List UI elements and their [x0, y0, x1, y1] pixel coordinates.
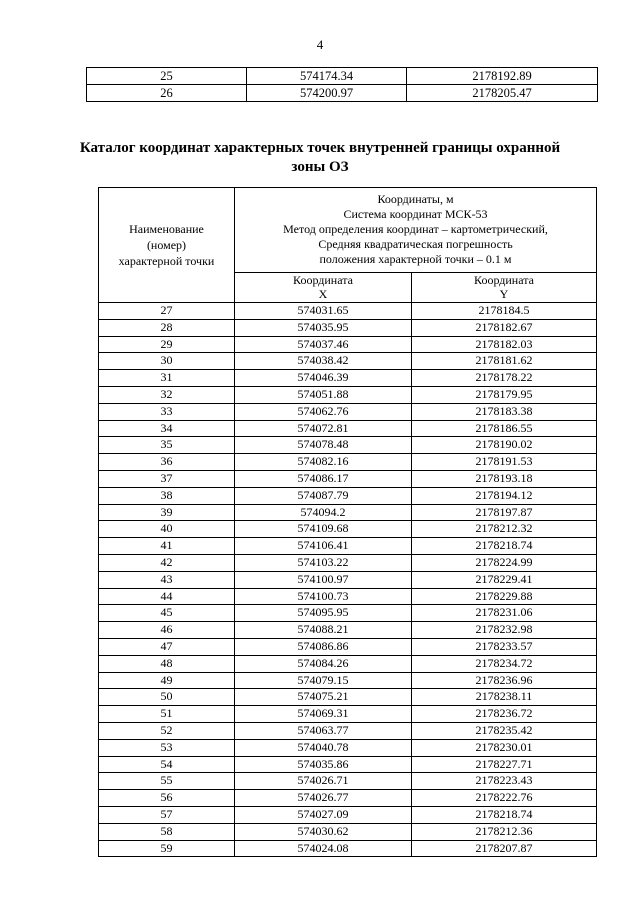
point-number-cell: 34	[99, 420, 235, 437]
coordinate-y-cell: 2178231.06	[412, 605, 597, 622]
table-row	[99, 554, 597, 571]
point-number-cell: 45	[99, 605, 235, 622]
table-row	[99, 706, 597, 723]
header-coordinates-line: Средняя квадратическая погрешность	[318, 237, 513, 252]
catalog-title-line-1: Каталог координат характерных точек внутренней границы охранной	[79, 140, 561, 156]
table-row	[99, 689, 597, 706]
header-coordinate-y-line: Координата	[474, 273, 534, 288]
point-number-cell: 52	[99, 722, 235, 739]
coordinate-y-cell: 2178234.72	[412, 655, 597, 672]
coordinate-x-cell: 574103.22	[235, 554, 412, 571]
table-row	[99, 303, 597, 320]
table-row	[99, 840, 597, 857]
table-row	[99, 638, 597, 655]
point-number-cell: 35	[99, 437, 235, 454]
point-number-cell: 57	[99, 806, 235, 823]
point-number-cell: 58	[99, 823, 235, 840]
table-row	[99, 655, 597, 672]
point-number-cell: 33	[99, 403, 235, 420]
point-number-cell: 36	[99, 454, 235, 471]
coordinate-y-cell: 2178223.43	[412, 773, 597, 790]
point-number-cell: 26	[87, 85, 247, 102]
coordinate-x-cell: 574063.77	[235, 722, 412, 739]
header-coordinates-line: Система координат МСК-53	[343, 207, 488, 222]
coordinate-y-cell: 2178229.41	[412, 571, 597, 588]
table-row	[99, 454, 597, 471]
coordinate-x-cell: 574095.95	[235, 605, 412, 622]
table-row	[99, 672, 597, 689]
coordinate-x-cell: 574088.21	[235, 622, 412, 639]
coordinate-y-cell: 2178186.55	[412, 420, 597, 437]
point-number-cell: 32	[99, 386, 235, 403]
header-coordinate-x-line: Координата	[293, 273, 353, 288]
table-row	[99, 538, 597, 555]
point-number-cell: 25	[87, 68, 247, 85]
header-point-name-line: Наименование	[129, 222, 204, 236]
table-row	[87, 85, 598, 102]
coordinate-x-cell: 574078.48	[235, 437, 412, 454]
table-row	[99, 739, 597, 756]
header-point-name	[99, 188, 235, 303]
coordinate-x-cell: 574086.86	[235, 638, 412, 655]
header-coordinate-x-line: X	[318, 286, 328, 301]
coordinate-y-cell: 2178236.96	[412, 672, 597, 689]
coordinate-x-cell: 574072.81	[235, 420, 412, 437]
table-row	[99, 588, 597, 605]
coordinate-x-cell: 574027.09	[235, 806, 412, 823]
coordinate-y-cell: 2178205.47	[407, 85, 598, 102]
coordinate-y-cell: 2178233.57	[412, 638, 597, 655]
table-row	[99, 370, 597, 387]
point-number-cell: 44	[99, 588, 235, 605]
coordinate-x-cell: 574038.42	[235, 353, 412, 370]
point-number-cell: 29	[99, 336, 235, 353]
header-coordinates	[235, 188, 597, 273]
coordinate-x-cell: 574035.86	[235, 756, 412, 773]
coordinate-x-cell: 574024.08	[235, 840, 412, 857]
coordinate-x-cell: 574086.17	[235, 470, 412, 487]
header-coordinates-line: Координаты, м	[377, 192, 454, 207]
point-number-cell: 40	[99, 521, 235, 538]
point-number-cell: 55	[99, 773, 235, 790]
coordinate-y-cell: 2178218.74	[412, 806, 597, 823]
header-coordinate-y	[412, 273, 597, 303]
coordinate-x-cell: 574046.39	[235, 370, 412, 387]
coordinate-y-cell: 2178212.32	[412, 521, 597, 538]
catalog-title-line-2: зоны ОЗ	[291, 159, 349, 175]
point-number-cell: 56	[99, 790, 235, 807]
header-coordinate-x	[235, 273, 412, 303]
header-point-name-line: (номер)	[146, 238, 187, 252]
coordinate-x-cell: 574079.15	[235, 672, 412, 689]
table-row	[99, 773, 597, 790]
coordinate-y-cell: 2178212.36	[412, 823, 597, 840]
coordinate-x-cell: 574075.21	[235, 689, 412, 706]
catalog-title	[60, 139, 580, 177]
coordinate-y-cell: 2178182.67	[412, 319, 597, 336]
table-row	[99, 622, 597, 639]
coordinate-y-cell: 2178179.95	[412, 386, 597, 403]
point-number-cell: 37	[99, 470, 235, 487]
table-row	[99, 353, 597, 370]
point-number-cell: 41	[99, 538, 235, 555]
coordinate-y-cell: 2178194.12	[412, 487, 597, 504]
coordinate-y-cell: 2178190.02	[412, 437, 597, 454]
coordinate-y-cell: 2178183.38	[412, 403, 597, 420]
table-row	[99, 806, 597, 823]
coordinate-x-cell: 574106.41	[235, 538, 412, 555]
point-number-cell: 28	[99, 319, 235, 336]
point-number-cell: 50	[99, 689, 235, 706]
point-number-cell: 49	[99, 672, 235, 689]
coordinate-x-cell: 574026.71	[235, 773, 412, 790]
coordinate-x-cell: 574100.73	[235, 588, 412, 605]
table-row	[99, 504, 597, 521]
table-row	[87, 68, 598, 85]
coordinate-x-cell: 574082.16	[235, 454, 412, 471]
header-coordinates-line: Метод определения координат – картометрический,	[283, 222, 548, 237]
coordinate-y-cell: 2178230.01	[412, 739, 597, 756]
point-number-cell: 30	[99, 353, 235, 370]
header-coordinates-line: положения характерной точки – 0.1 м	[319, 252, 512, 267]
coordinate-y-cell: 2178207.87	[412, 840, 597, 857]
table-row	[99, 823, 597, 840]
coordinates-catalog-table	[98, 187, 597, 857]
table-row	[99, 722, 597, 739]
coordinate-y-cell: 2178182.03	[412, 336, 597, 353]
coordinate-y-cell: 2178184.5	[412, 303, 597, 320]
coordinate-x-cell: 574200.97	[247, 85, 407, 102]
coordinate-y-cell: 2178197.87	[412, 504, 597, 521]
table-row	[99, 319, 597, 336]
coordinate-y-cell: 2178181.62	[412, 353, 597, 370]
coordinate-x-cell: 574037.46	[235, 336, 412, 353]
point-number-cell: 53	[99, 739, 235, 756]
table-row	[99, 571, 597, 588]
table-row	[99, 521, 597, 538]
coordinate-y-cell: 2178218.74	[412, 538, 597, 555]
coordinate-x-cell: 574035.95	[235, 319, 412, 336]
coordinate-y-cell: 2178224.99	[412, 554, 597, 571]
coordinate-x-cell: 574051.88	[235, 386, 412, 403]
point-number-cell: 47	[99, 638, 235, 655]
coordinate-y-cell: 2178192.89	[407, 68, 598, 85]
coordinate-x-cell: 574094.2	[235, 504, 412, 521]
point-number-cell: 54	[99, 756, 235, 773]
coordinate-x-cell: 574087.79	[235, 487, 412, 504]
coordinate-y-cell: 2178193.18	[412, 470, 597, 487]
table-row	[99, 756, 597, 773]
coordinate-x-cell: 574109.68	[235, 521, 412, 538]
point-number-cell: 46	[99, 622, 235, 639]
coordinate-y-cell: 2178227.71	[412, 756, 597, 773]
coordinate-x-cell: 574040.78	[235, 739, 412, 756]
coordinate-x-cell: 574174.34	[247, 68, 407, 85]
page-number: 4	[316, 37, 324, 52]
coordinate-y-cell: 2178232.98	[412, 622, 597, 639]
point-number-cell: 38	[99, 487, 235, 504]
point-number-cell: 27	[99, 303, 235, 320]
point-number-cell: 51	[99, 706, 235, 723]
point-number-cell: 31	[99, 370, 235, 387]
table-row	[99, 605, 597, 622]
table-row	[99, 336, 597, 353]
table-row	[99, 386, 597, 403]
coordinate-y-cell: 2178222.76	[412, 790, 597, 807]
coordinate-x-cell: 574084.26	[235, 655, 412, 672]
point-number-cell: 59	[99, 840, 235, 857]
point-number-cell: 39	[99, 504, 235, 521]
table-row	[99, 470, 597, 487]
coordinate-y-cell: 2178238.11	[412, 689, 597, 706]
coordinate-x-cell: 574062.76	[235, 403, 412, 420]
coordinate-y-cell: 2178229.88	[412, 588, 597, 605]
coordinate-y-cell: 2178191.53	[412, 454, 597, 471]
coordinate-y-cell: 2178178.22	[412, 370, 597, 387]
coordinates-table-continuation	[86, 67, 598, 102]
header-point-name-line: характерной точки	[118, 254, 215, 268]
coordinate-y-cell: 2178236.72	[412, 706, 597, 723]
point-number-cell: 42	[99, 554, 235, 571]
point-number-cell: 43	[99, 571, 235, 588]
coordinate-y-cell: 2178235.42	[412, 722, 597, 739]
coordinate-x-cell: 574069.31	[235, 706, 412, 723]
table-row	[99, 437, 597, 454]
table-row	[99, 487, 597, 504]
table-row	[99, 403, 597, 420]
table-row	[99, 420, 597, 437]
point-number-cell: 48	[99, 655, 235, 672]
coordinate-x-cell: 574031.65	[235, 303, 412, 320]
header-coordinate-y-line: Y	[499, 286, 509, 301]
coordinate-x-cell: 574100.97	[235, 571, 412, 588]
coordinate-x-cell: 574026.77	[235, 790, 412, 807]
coordinate-x-cell: 574030.62	[235, 823, 412, 840]
table-row	[99, 790, 597, 807]
